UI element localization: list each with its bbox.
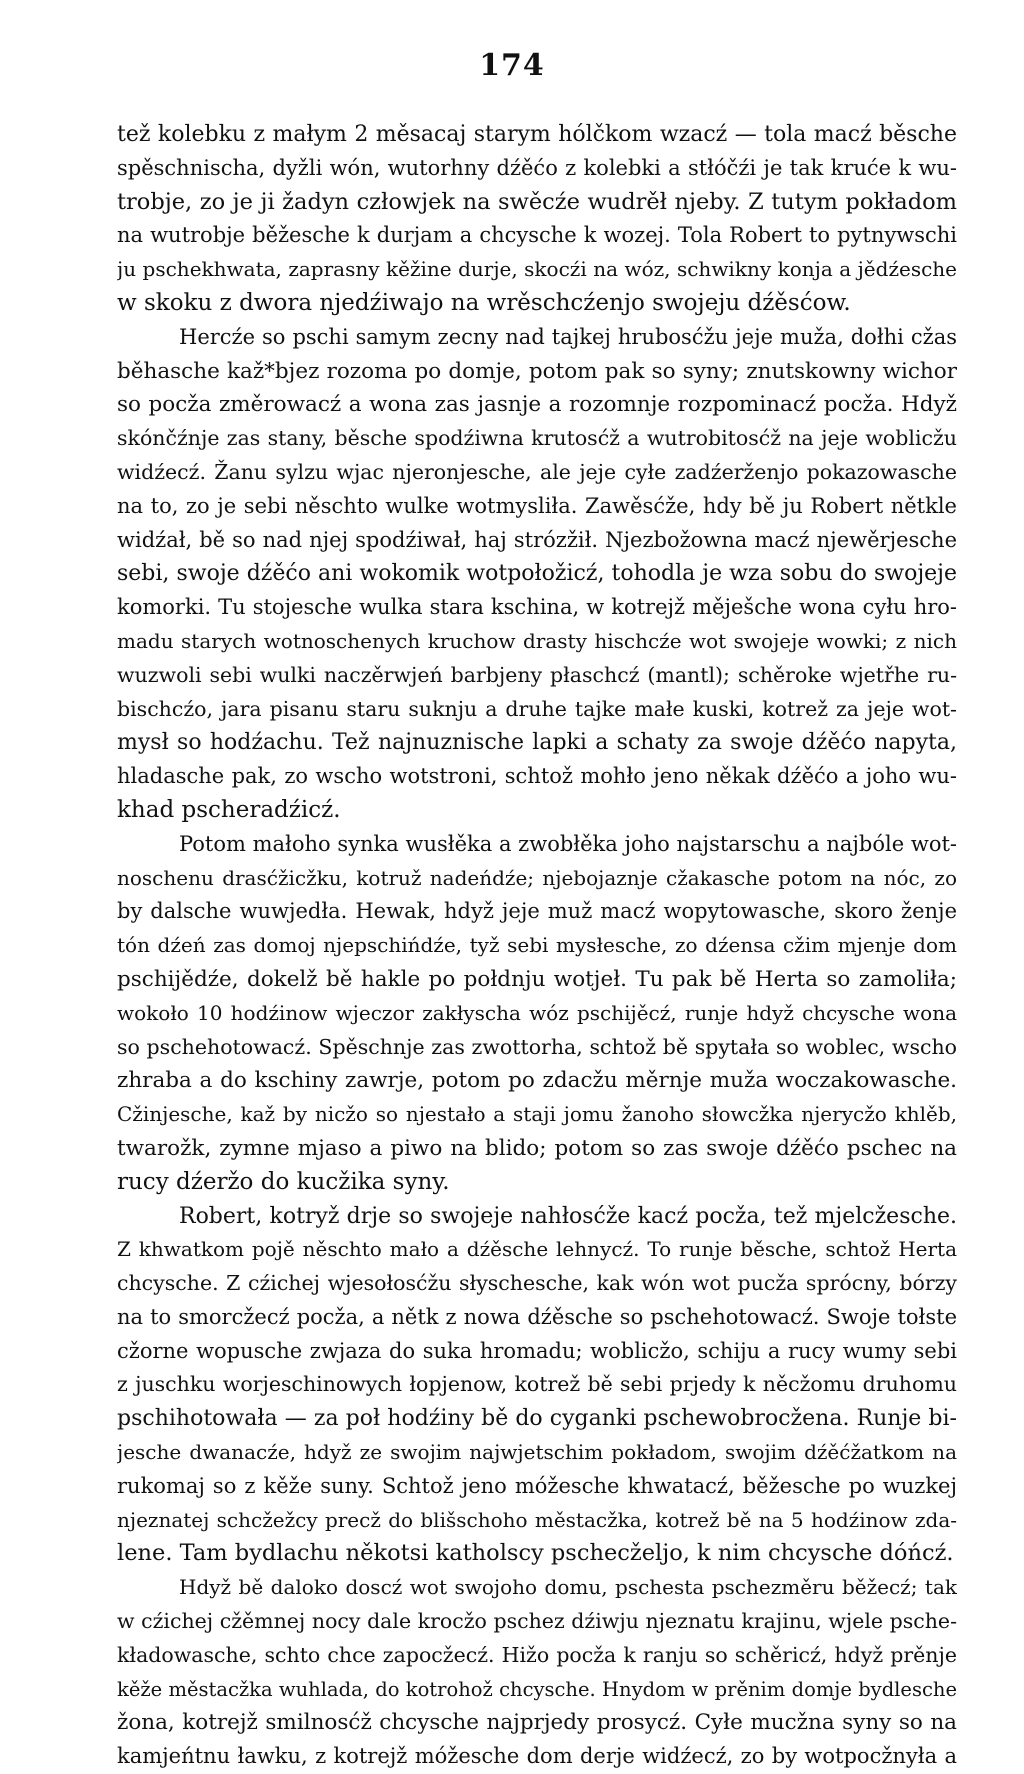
text-line: Hercźe so pschi samym zecny nad tajkej hrubosćžu jeje mužа, dołhi cžas [179, 324, 957, 349]
text-line: bischcźo, jara pisanu staru suknju a druhe tajke małe kuski, kotrež za jeje wot- [117, 696, 957, 721]
text-line: z juschku worjeschinowych łopjenow, kotrež bě sebi prjedy k něcžomu druhomu [117, 1372, 957, 1397]
text-line: na to smorcžecź pocža, a nětk z nowa dźěsche so pschehotowacź. Swoje tołste [117, 1304, 957, 1329]
text-line: khad pscheradźicź. [117, 796, 341, 823]
text-line: madu starych wotnoschenych kruchow drasty hischcźe wot swojeje wowki; z nich [117, 628, 957, 653]
text-line: noschenu drasćžicžku, kotruž nadeńdźe; njebojaznje cžakasche potom na nóc, zo [117, 865, 957, 890]
text-line: widźecź. Žanu sylzu wjac njeronjesche, ale jeje cyłe zadźerženjo pokazowasche [117, 459, 957, 484]
text-line: Potom małoho synka wusłěka a zwobłěka joho najstarschu a najbóle wot- [179, 831, 957, 856]
text-line: cžorne wopusche zwjaza do suka hromadu; woblicžo, schiju a rucy wumy sebi [117, 1338, 957, 1363]
text-line: jesche dwanacźe, hdyž ze swojim najwjetschim pokładom, swojim dźěćžatkom na [117, 1440, 957, 1465]
text-line: wuzwoli sebi wulki naczěrwjeń barbjeny płaschcź (mantl); schěroke wjetřhe ru- [117, 662, 957, 687]
text-line: Cžinjesche, kaž by nicžo so njestało a staji jomu žanoho słowcžka njerycžo khlěb, [117, 1102, 957, 1127]
text-line: so pschehotowacź. Spěschnje zas zwottorha, schtož bě spytała so woblec, wscho [117, 1034, 957, 1059]
text-line: w cźichej cžěmnej nocy dale krocžo pschez dźiwju njeznatu krajinu, wjele psche- [117, 1609, 957, 1634]
text-line: kładowasche, schto chce zapocžecź. Hižo pocža k ranju so schěricź, hdyž prěnje [117, 1642, 957, 1667]
text-line: zhraba a do kschiny zawrje, potom po zdacžu měrnje mužа woczakowasche. [117, 1068, 957, 1094]
text-line: widźał, bě so nad njej spodźiwał, haj strózžił. Njezbožowna macź njewěrjesche [117, 527, 957, 552]
text-line: trobje, zo je ji žadyn człowjek na swěcźe wudrěł njeby. Z tutym pokładom [117, 188, 957, 215]
text-line: w skoku z dwora njedźiwajo na wrěschcźenjo swojeju dźěsćow. [117, 289, 851, 316]
text-line: chcysche. Z cźichej wjesołosćžu słyschesche, kak wón wot pucža sprócny, bórzy [117, 1271, 957, 1296]
text-line: komorki. Tu stojesche wulka stara kschina, w kotrejž měješche wona cyłu hro- [117, 595, 957, 620]
text-line: pschihotowała — za poł hodźiny bě do cyganki pschewobrocžena. Runje bi- [117, 1406, 957, 1432]
body-text [117, 118, 957, 1774]
text-line: rukomaj so z kěže suny. Schtož jeno móžesche khwatacź, běžesche po wuzkej [117, 1473, 957, 1498]
text-line: kamjeńtnu ławku, z kotrejž móžesche dom derje widźecź, zo by wotpocžnyła a [117, 1744, 957, 1769]
text-line: na to, zo je sebi něschto wulke wotmysliła. Zawěsćže, hdy bě ju Robert nětkle [117, 493, 957, 518]
text-line: rucy dźeržo do kucžika syny. [117, 1168, 450, 1195]
text-line: spěschnischa, dyžli wón, wutorhny dźěćo z kolebki a stłóčźi je tak kruće k wu- [117, 155, 957, 180]
text-line: mysł so hodźachu. Tež najnuznische lapki a schaty za swoje dźěćo napyta, [117, 730, 957, 756]
text-line: skónčźnje zas stany, běsche spodźiwna krutosćž a wutrobitosćž na jeje woblicžu [117, 426, 957, 451]
page-number: 174 [479, 48, 545, 83]
text-line: sebi, swoje dźěćo ani wokomik wotpołožicź, tohodla je wza sobu do swojeje [117, 561, 957, 587]
text-line: wokoło 10 hodźinow wjeczor zakłyscha wóz pschijěcź, runje hdyž chcysche wona [117, 1000, 957, 1025]
text-line: lene. Tam bydlachu někotsi katholscy pschecželjo, k nim chcysche dóńcź. [117, 1540, 954, 1567]
text-line: pschijědźe, dokelž bě hakle po połdnju wotjeł. Tu pak bě Herta so zamoliła; [117, 966, 957, 992]
text-line: so pocža změrowacź a wona zas jasnje a rozomnje rozpominacź pocža. Hdyž [117, 392, 957, 418]
text-line: twarožk, zymne mjaso a piwo na blido; potom so zas swoje dźěćo pschec na [117, 1135, 957, 1161]
text-line: běhasche kaž*bjez rozoma po domje, potom pak so syny; znutskowny wichor [117, 358, 957, 384]
text-line: Z khwatkom pojě něschto mało a dźěsche lehnycź. To runje běsche, schtož Herta [117, 1237, 957, 1262]
text-line: Hdyž bě daloko doscź wot swojoho domu, pschesta pschezměru běžecź; tak [179, 1575, 957, 1600]
text-line: njeznatej schcžežcy precž do blišschoho městacžka, kotrež bě na 5 hodźinow zda- [117, 1507, 957, 1532]
text-line: kěže městacžka wuhlada, do kotrohož chcysche. Hnydom w prěnim domje bydlesche [117, 1677, 957, 1701]
text-line: by dalsche wuwjedła. Hewak, hdyž jeje muž macź wopytowasche, skoro ženje [117, 899, 957, 924]
text-line: tón dźeń zas domoj njepschińdźe, tyž sebi mysłesche, zo dźensa cžim mjenje dom [117, 933, 957, 958]
text-line: Robert, kotryž drje so swojeje nahłosćže kacź pocža, tež mjelcžesche. [179, 1203, 957, 1229]
text-line: tež kolebku z małym 2 měsacaj starym hólčkom wzacź — tola macź běsche [117, 122, 957, 147]
text-line: žona, kotrejž smilnosćž chcysche najprjedy prosycź. Cyłe mucžna syny so na [117, 1710, 957, 1736]
text-line: hladasche pak, zo wscho wotstroni, schtož mohło jeno někak dźěćo a joho wu- [117, 764, 957, 789]
text-line: ju pschekhwata, zaprasny kěžine durje, skocźi na wóz, schwikny konja a jědźesche [117, 257, 957, 282]
text-line: na wutrobje běžesche k durjam a chcysche k wozej. Tola Robert to pytnywschi [117, 223, 957, 248]
